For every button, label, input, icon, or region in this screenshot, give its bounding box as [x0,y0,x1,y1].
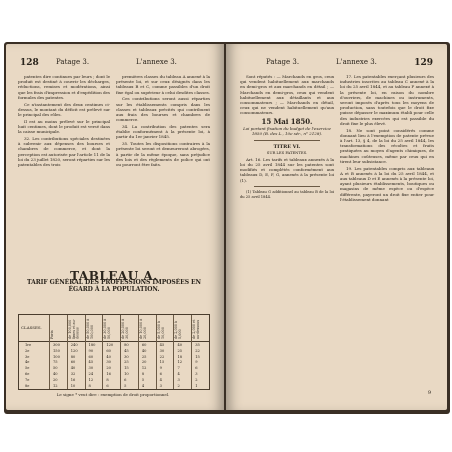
table-cell: 80 [70,354,76,359]
divider [254,186,320,187]
table-cell: 40 [177,343,183,347]
left-page-header [6,58,224,70]
titre-heading: TITRE VI. [273,143,301,150]
table-row [19,383,209,389]
column-header: de 50,000 à 100,000 [85,318,94,339]
table-cell: 25 [177,348,183,353]
table-cell: 80 [124,343,129,347]
table-cell: 35 [195,343,200,347]
class-cell: 1re [25,343,32,347]
paragraph: 34. La contribution des patentes sera établie conformément à la présente loi, à partir du 1er janvier 1845. [116,124,210,140]
table-cell: 20 [106,366,111,371]
table-cell: 5 [141,377,145,382]
paragraph: 17. Les patentables exerçant plusieurs des industries inscrites au tableau C annexé à la loi du 25 avril 1844, et au tableau F annexé à la présente loi, en raison du nombre d'ouvriers, de machines ou instruments, seront imposés d'après tous les moyens de production, sans toutefois que le droit fixe puisse dépasser le maximum établi pour celle des industries exercées qui est passible du droit fixe le plus élevé. [340,74,434,126]
class-cell: 6e [25,372,30,376]
table-cell: 30 [124,354,129,359]
table-cell: 18 [177,354,183,359]
table-cell: 12 [88,377,94,382]
law-date: 15 Mai 1850. [261,117,313,127]
table-cell: 10 [70,383,76,388]
table-cell: 120 [70,348,78,353]
table-cell: 16 [70,377,76,382]
column-header: de 2,000 à 5,000 [174,320,183,339]
table-cell: 40 [106,354,111,359]
table-cell: 6 [124,377,127,382]
paragraph: 19. Les patentables compris aux tableaux A et B annexés à la loi du 25 avril 1844, et aux tableaux D et E annexés à la présente loi, ayant plusieurs établissements, boutiques ou magasins de même espèce ou d'espèce différente, payeront un droit fixe entier pour l'établissement donnant [340,165,434,202]
class-cell: 4e [25,360,30,365]
table-cell: 45 [159,343,165,347]
table-cell: 60 [88,354,94,359]
table-cell: 12 [141,366,147,371]
table-cell: 12 [177,360,183,365]
table-cell: 1 [195,383,198,388]
table-cell: 100 [53,354,60,359]
table-cell: 300 [53,343,60,347]
right-running-title: L'annexe 3. [336,58,377,66]
paragraph: Il est au moins prélevé sur le principal huit centimes, dont le produit est versé dans la caisse municipale. [18,118,110,135]
table-cell: 15 [159,360,165,365]
paragraph: patentes dire continues par leurs ; dont le produit est destiné à couvrir les décharges, réductions, remises et modérations, ainsi que les frais d'impression et d'expédition des formules des patentes. [18,74,110,100]
table-cell: 7 [177,366,180,371]
right-column-2 [340,74,434,204]
paragraph: 35. Toutes les dispositions contraires à la présente loi seront et demeureront abrogées, à partir de la même époque, sans préjudice des lois et des règlements de police qui ont ou pourront être faits. [116,141,210,168]
left-running-title: L'annexe 3. [136,58,177,66]
left-column-2 [116,74,210,169]
class-cell: 7e [25,377,30,382]
table-cell: 4 [177,372,180,376]
column-header: Paris [50,330,54,339]
class-cell: 5e [25,366,30,371]
table-cell: 240 [70,343,78,347]
class-cell: 2e [25,348,30,353]
table-cell: 15 [124,366,129,371]
tariff-table [18,314,210,390]
signature-mark: 9 [427,390,431,396]
column-header: de 5,000 à 10,000 [156,320,165,339]
table-cell: 40 [53,372,58,376]
table-cell: 50 [53,366,58,371]
paragraph: Art. 16. Les tarifs et tableaux annexés à la loi du 25 avril 1844 sur les patentes sont modifiés et complétés conformément aux tableaux D, E, F, G, annexés à la présente loi (1). [240,156,334,183]
table-cell: 40 [70,366,76,371]
left-page-number: 128 [20,58,39,68]
table-cell: 8 [141,372,145,376]
left-column-1 [18,74,110,169]
table-cell: 3 [177,377,180,382]
table-cell: 8 [88,383,91,388]
right-page-header [226,58,447,70]
column-header: de 20,000 à 30,000 [121,318,129,339]
table-cell: 6 [106,383,109,388]
table-cell: 4 [159,377,162,382]
table-cell: 30 [106,360,111,365]
table-cell: 32 [70,372,76,376]
titre-subheading: SUR LES PATENTES. [266,149,308,155]
table-cell: 45 [88,360,94,365]
table-cell: 45 [124,348,129,353]
table-cell: 120 [106,343,114,347]
column-header: de 10,000 à 20,000 [138,318,147,339]
column-header: de 30,000 à 50,000 [103,318,112,339]
table-cell: 150 [53,348,60,353]
table-cell: 75 [53,360,58,365]
left-section: Patage 3. [56,58,90,66]
table-cell: 30 [159,348,165,353]
table-cell: 9 [159,366,162,371]
law-reference: Loi portant fixation du budget de l'exercice 1850 (B. des L., 10e sér., n° 2128). [243,126,331,137]
table-cell: 20 [53,377,58,382]
table-cell: 180 [88,343,96,347]
left-page [6,44,224,410]
table-cell: 5 [124,383,127,388]
table-cell: 8 [106,377,109,382]
table-cell: 2 [195,377,198,382]
classes-header: CLASSES. [21,325,42,330]
table-note: Le signe * veut dire : exemption de droit proportionnel. [56,392,170,397]
table-cell: 3 [159,383,162,388]
right-column-1 [240,74,334,202]
table-cell: 6 [195,366,198,371]
paragraph: 18. Ne sont point considérés comme donnant lieu à l'exemption de patente prévue à l'art. 13, § 4, de la loi du 25 avril 1844, les transformations des récoltes et fruits pratiquées au moyen d'agents chimiques, de machines coûteuses, même par ceux qui en tirent leur subsistance. [340,127,434,164]
table-cell: 22 [159,354,165,359]
paragraph: 32. Les contributions spéciales destinées à subvenir aux dépenses des bourses et chambres de commerce, et dont la perception est autorisée par l'article 11 de la loi du 23 juillet 1820, seront réparties sur les patentables des trois [18,136,110,168]
table-cell: 60 [141,343,147,347]
table-cell: 4 [141,383,145,388]
table-cell: 10 [124,372,129,376]
table-cell: 15 [195,354,200,359]
right-section: Patage 3. [266,58,300,66]
table-cell: 60 [70,360,76,365]
table-cell: 25 [141,354,147,359]
table-cell: 3 [195,372,198,376]
class-cell: 3e [25,354,30,359]
class-cell: 8e [25,383,30,388]
table-cell: 16 [106,372,111,376]
column-header: de 2,000 et au-dessous [192,319,201,339]
right-page-number: 129 [414,58,433,68]
table-heading [18,269,210,294]
paragraph: premières classes du tableau A annexé à la présente loi, et sur ceux désignés dans les tableaux B et C, comme passibles d'un droit fixe égal ou supérieur à celui desdites classes. [116,74,210,95]
table-cell: 2 [177,383,180,388]
table-cell: 20 [141,360,147,365]
divider [254,140,320,141]
paragraph: Ces contributions seront aussi réparties sur les établissements compris dans les classes et tableaux précités qui contribuent aux frais des bourses et chambres de commerce. [116,96,210,123]
column-header: de 100,000 âmes et au-dessus [67,319,80,339]
table-cell: 90 [88,348,94,353]
table-title: TABLEAU A. [70,269,158,283]
right-page [226,44,447,410]
table-cell: 25 [124,360,129,365]
table-cell: 12 [53,383,58,388]
footnote: (1) Tableau G additionnel au tableau B de la loi du 25 avril 1844. [240,189,334,200]
table-cell: 6 [159,372,162,376]
table-subtitle: TARIF GÉNÉRAL DES PROFESSIONS IMPOSÉES EN ÉGARD À LA POPULATION. [27,279,201,294]
table-cell: 30 [88,366,94,371]
table-cell: 22 [195,348,200,353]
table-cell: 9 [195,360,198,365]
paragraph: Sont réputés : — Marchands en gros, ceux qui vendent habituellement aux marchands en demi-gros et aux marchands en détail ; — Marchands en demi-gros, ceux qui vendent habituellement aux détaillants et aux consommateurs ; — Marchands en détail, ceux qui ne vendent habituellement qu'aux consommateurs. [240,74,334,116]
table-cell: 60 [106,348,111,353]
table-cell: 24 [88,372,94,376]
paragraph: Ce n'instantement des deux centimes ci-dessus, le montant du déficit est prélevé sur le principal des rôles. [18,101,110,118]
table-cell: 40 [141,348,147,353]
